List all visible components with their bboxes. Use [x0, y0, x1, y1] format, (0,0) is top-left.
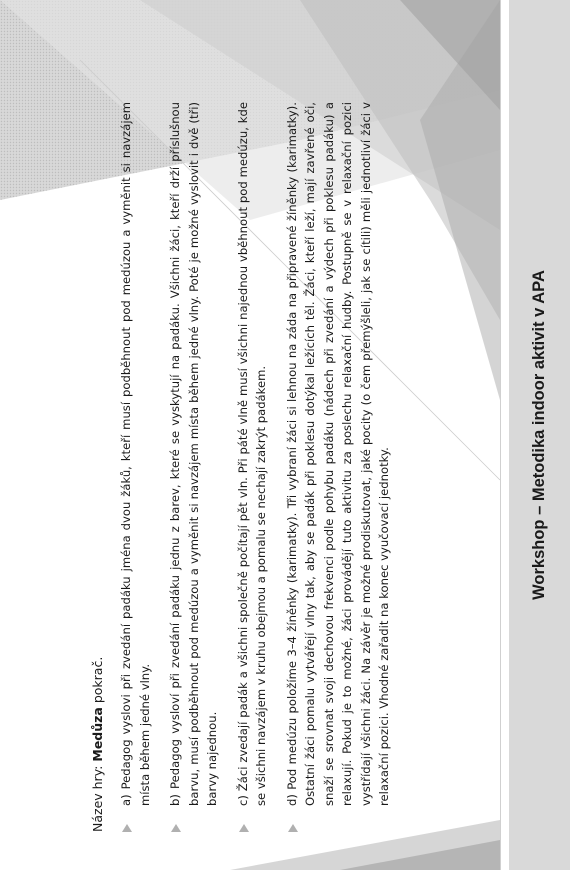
list-item — [117, 102, 154, 832]
game-title — [90, 102, 105, 832]
bullet-arrow-icon — [171, 824, 181, 832]
bullet-arrow-icon — [239, 824, 249, 832]
bullet-arrow-icon — [122, 824, 132, 832]
list-item — [234, 102, 271, 832]
list-item-text: b) Pedagog vysloví při zvedání padáku jednu z barev, které se vyskytují na padáku. Všichni žáci, kteří drží příslušnou barvu, musí podběhnout pod medúzou a vyměnit si navzájem místa během jedné vlny. Poté je možné vyslovit i dvě (tři) barvy najednou. — [168, 102, 219, 806]
list-item — [283, 102, 394, 832]
slide-text-block — [90, 102, 406, 832]
bullet-arrow-icon — [288, 824, 298, 832]
game-title-prefix: Název hry: — [90, 761, 105, 832]
sidebar-title: Workshop – Metodika indoor aktivit v APA — [530, 270, 548, 600]
list-item-text: c) Žáci zvedají padák a všichni společně počítají pět vln. Při páté vlně musí všichni najednou vběhnout pod medúzu, kde se všichni navzájem v kruhu obejmou a pomalu se nechají zakrýt padákem. — [235, 102, 268, 806]
list-item — [166, 102, 222, 832]
list-item-text: a) Pedagog vyslovi při zvedání padáku jména dvou žáků, kteří musí podběhnout pod medúzou a vyměnit si navzájem místa během jedné vlny. — [119, 102, 152, 806]
game-title-name: Medůza — [90, 707, 105, 762]
game-title-suffix: pokrač. — [90, 656, 105, 708]
list-item-text: d) Pod medúzu položíme 3–4 žíněnky (karimatky). Tři vybraní žáci si lehnou na záda na připravené žíněnky (karimatky). Ostatní žáci pomalu vytvářejí vlny tak, aby se padák při poklesu dotýkal ležících těl. Žáci, kteří leží, mají zavřené oči, snaží se srovnat svoji dechovou frekvenci podle pohybu padáku (nádech při zvedání a výdech při poklesu padáku) a relaxují. Pokud je to možné, žáci provádějí tuto aktivitu za poslechu relaxační hudby. Postupně se v relaxační pozici vystřídají všichni žáci. Na závěr je možné prodiskutovat, jaké pocity (o čem přemýšleli, jak se cítili) měli jednotliví žáci v relaxační pozici. Vhodné zařadit na konec vyučovací jednotky. — [284, 102, 391, 806]
